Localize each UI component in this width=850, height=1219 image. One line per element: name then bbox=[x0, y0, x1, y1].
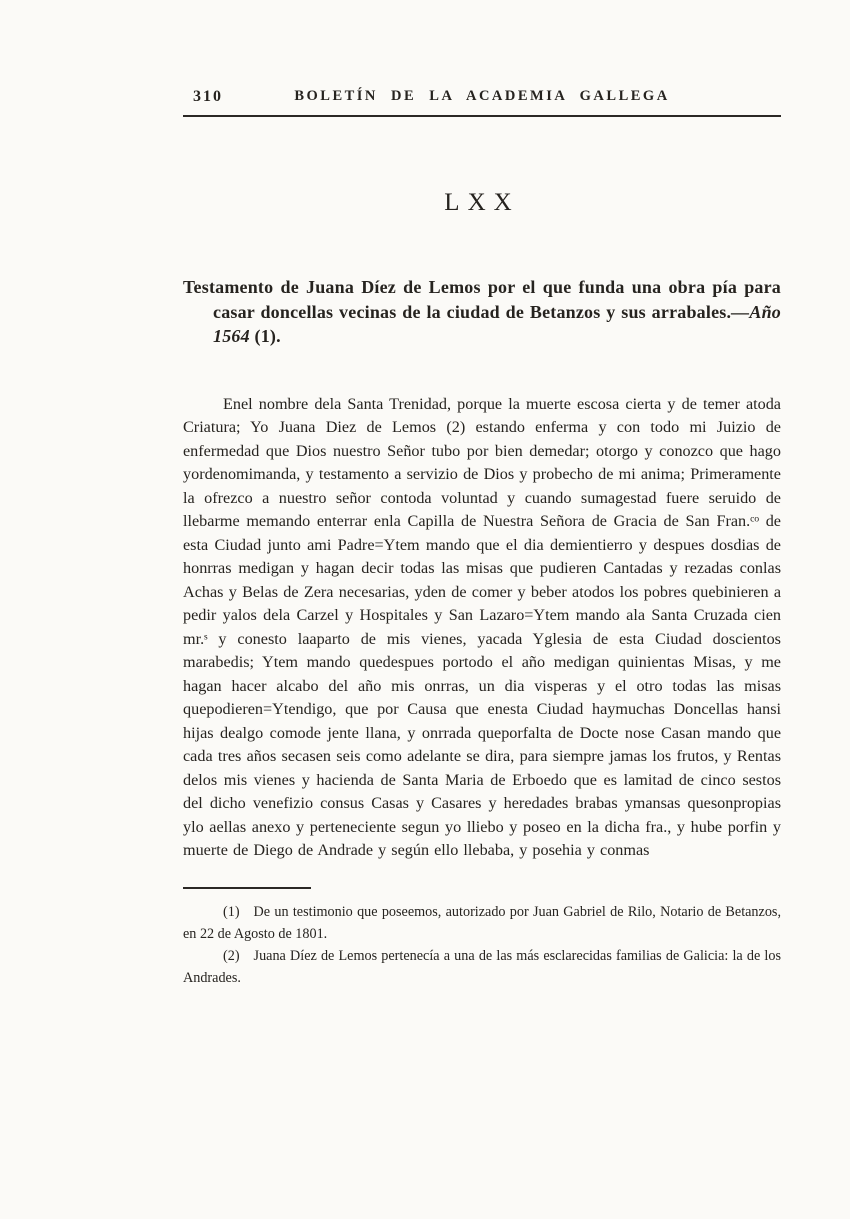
footnote-1-text: De un testimonio que poseemos, autorizado por Juan Gabriel de Rilo, Notario de Betanzos, en 22 de Agosto de 1801. bbox=[183, 903, 781, 942]
footnotes bbox=[183, 901, 781, 989]
body-paragraph: Enel nombre dela Santa Trenidad, porque la muerte escosa cierta y de temer atoda Criatura; Yo Juana Diez de Lemos (2) estando enferma y con todo mi Juizio de enfermedad que Dios nuestro Señor tubo por bien demedar; otorgo y conozco que hago yordenomimanda, y testamento a servizio de Dios y probecho de mi anima; Primeramente la ofrezco a nuestro señor contoda voluntad y cuando sumagestad fuere seruido de llebarme memando enterrar enla Capilla de Nuestra Señora de Gracia de San Fran.ᶜᵒ de esta Ciudad junto ami Padre=Ytem mando que el dia demientierro y despues dosdias de honrras medigan y hagan decir todas las misas que pudieren Cantadas y rezadas conlas Achas y Belas de Zera necesarias, yden de comer y beber atodos los pobres quebinieren a pedir yalos dela Carzel y Hospitales y San Lazaro=Ytem mando ala Santa Cruzada cien mr.ˢ y conesto laaparto de mis vienes, yacada Yglesia de esta Ciudad doscientos marabedis; Ytem mando quedespues portodo el año medigan quinientas Misas, y me hagan hacer alcabo del año mis onrras, un dia visperas y el otro todas las misas quepodieren=Ytendigo, que por Causa que enesta Ciudad haymuchas Doncellas hansi hijas dealgo comode jente llana, y onrrada queporfalta de Docte nose Casan mando que cada tres años secasen seis como adelante se dira, para siempre jamas los frutos, y Rentas delos mis vienes y hacienda de Santa Maria de Erboedo que es lamitad de cinco sestos del dicho venefizio consus Casas y Casares y heredades brabas ymansas quesonpropias ylo aellas anexo y perteneciente segun yo lliebo y poseo en la dicha fra., y hube porfin y muerte de Diego de Andrade y según ello llebaba, y posehia y conmas bbox=[183, 394, 781, 859]
footnote-separator bbox=[183, 887, 311, 889]
footnote-2 bbox=[183, 945, 781, 989]
heading-text: Testamento de Juana Díez de Lemos por el que funda una obra pía para casar doncellas vecinas de la ciudad de Betanzos y sus arrabales. bbox=[183, 277, 781, 322]
header-rule bbox=[183, 115, 781, 117]
footnote-2-marker: (2) bbox=[223, 947, 240, 964]
section-numeral: LXX bbox=[444, 189, 520, 216]
heading-year: —Año 1564 bbox=[213, 301, 781, 346]
text-column bbox=[183, 0, 781, 989]
heading-footnote-ref: (1). bbox=[249, 326, 281, 346]
footnote-2-text: Juana Díez de Lemos pertenecía a una de las más esclarecidas familias de Galicia: la de los Andrades. bbox=[183, 947, 781, 986]
document-heading bbox=[183, 275, 781, 349]
running-title: BOLETÍN DE LA ACADEMIA GALLEGA bbox=[294, 88, 670, 104]
page-number: 310 bbox=[193, 88, 223, 105]
footnote-1-marker: (1) bbox=[223, 903, 240, 920]
footnote-1 bbox=[183, 901, 781, 945]
page-header bbox=[183, 88, 781, 108]
